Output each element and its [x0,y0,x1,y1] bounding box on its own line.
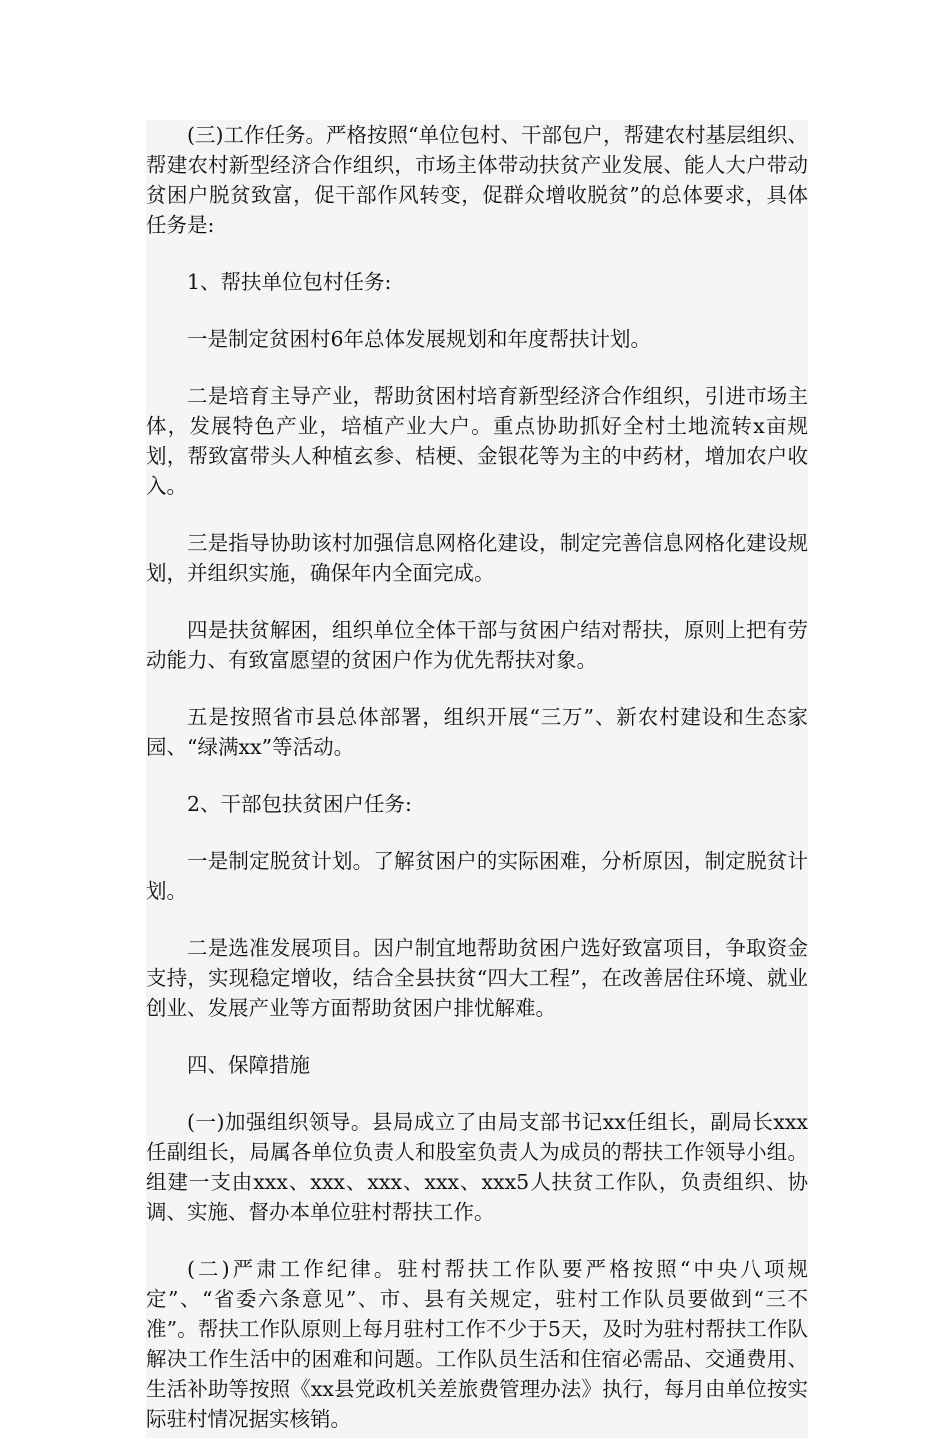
paragraph-task-two-industry: 二是培育主导产业，帮助贫困村培育新型经济合作组织，引进市场主体，发展特色产业，培植产业大户。重点协助抓好全村土地流转x亩规划，帮致富带头人种植玄参、桔梗、金银花等为主的中药材，增加农户收入。 [146,384,808,498]
paragraph-task-one-planning: 一是制定贫困村6年总体发展规划和年度帮扶计划。 [187,327,652,351]
document-body [146,120,808,1438]
paragraph-task-four-poverty-relief: 四是扶贫解困，组织单位全体干部与贫困户结对帮扶，原则上把有劳动能力、有致富愿望的贫困户作为优先帮扶对象。 [146,618,808,672]
paragraph-unit-village-tasks-heading: 1、帮扶单位包村任务: [187,270,392,294]
paragraph-cadre-task-two-projects: 二是选准发展项目。因户制宜地帮助贫困户选好致富项目，争取资金支持，实现稳定增收，结合全县扶贫“四大工程”，在改善居住环境、就业创业、发展产业等方面帮助贫困户排忧解难。 [146,936,808,1020]
paragraph-task-five-activities: 五是按照省市县总体部署，组织开展“三万”、新农村建设和生态家园、“绿满xx”等活动。 [146,705,808,759]
paragraph-work-discipline: (二)严肃工作纪律。驻村帮扶工作队要严格按照“中央八项规定”、“省委六条意见”、市、县有关规定，驻村工作队员要做到“三不准”。帮扶工作队原则上每月驻村工作不少于5天，及时为驻村帮扶工作队解决工作生活中的困难和问题。工作队员生活和住宿必需品、交通费用、生活补助等按照《xx县党政机关差旅费管理办法》执行，每月由单位按实际驻村情况据实核销。 [146,1257,808,1431]
paragraph-task-three-grid: 三是指导协助该村加强信息网格化建设，制定完善信息网格化建设规划，并组织实施，确保年内全面完成。 [146,531,808,585]
paragraph-cadre-household-tasks-heading: 2、干部包扶贫困户任务: [187,792,412,816]
section-heading-safeguards: 四、保障措施 [187,1053,310,1077]
paragraph-work-tasks: (三)工作任务。严格按照“单位包村、干部包户，帮建农村基层组织、帮建农村新型经济合作组织，市场主体带动扶贫产业发展、能人大户带动贫困户脱贫致富，促干部作风转变，促群众增收脱贫”的总体要求，具体任务是: [146,123,808,237]
paragraph-organization-leadership: (一)加强组织领导。县局成立了由局支部书记xx任组长，副局长xxx任副组长，局属各单位负责人和股室负责人为成员的帮扶工作领导小组。组建一支由xxx、xxx、xxx、xxx、xxx5人扶贫工作队，负责组织、协调、实施、督办本单位驻村帮扶工作。 [146,1110,808,1224]
paragraph-cadre-task-one-plan: 一是制定脱贫计划。了解贫困户的实际困难，分析原因，制定脱贫计划。 [146,849,808,903]
